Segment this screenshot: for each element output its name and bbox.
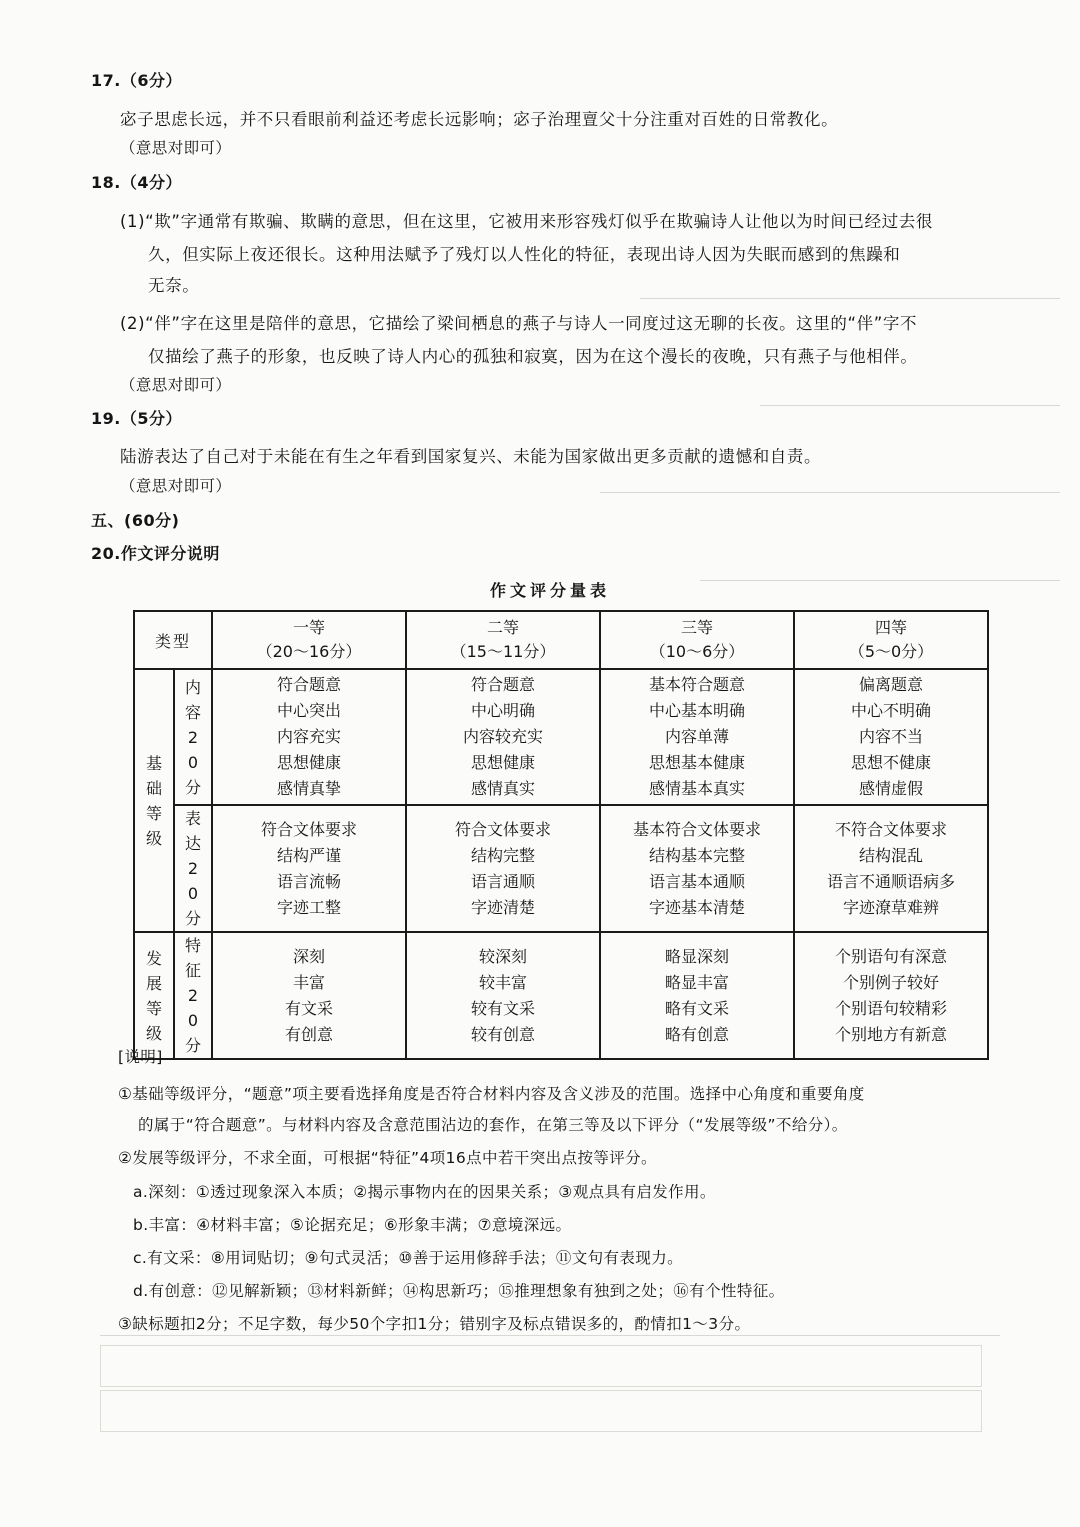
criterion: 语言通顺 bbox=[470, 871, 535, 891]
note-c: c.有文采：⑧用词贴切；⑨句式灵活；⑩善于运用修辞手法；⑪文句有表现力。 bbox=[133, 1249, 684, 1267]
criterion: 有创意 bbox=[284, 1024, 333, 1044]
scoring-table bbox=[133, 610, 989, 1060]
note-2: ②发展等级评分，不求全面，可根据“特征”4项16点中若干突出点按等评分。 bbox=[118, 1149, 657, 1167]
q17-answer: 宓子思虑长远，并不只看眼前利益还考虑长远影响；宓子治理亶父十分注重对百姓的日常教化。 bbox=[120, 110, 839, 129]
feature-cell-grade3 bbox=[600, 932, 794, 1059]
grade-header-cell bbox=[406, 611, 600, 669]
criterion: 感情虚假 bbox=[858, 779, 923, 798]
note-b: b.丰富：④材料丰富；⑤论据充足；⑥形象丰满；⑦意境深远。 bbox=[133, 1216, 572, 1234]
grade-range: （5～0分） bbox=[848, 642, 934, 661]
criterion: 中心基本明确 bbox=[648, 701, 745, 720]
criterion: 较有创意 bbox=[470, 1024, 535, 1044]
note-1-line2: 的属于“符合题意”。与材料内容及含意范围沾边的套作，在第三等及以下评分（“发展等级”不给分）。 bbox=[138, 1116, 848, 1134]
criterion: 结构完整 bbox=[470, 845, 535, 865]
grade-header-cell bbox=[212, 611, 406, 669]
criterion: 字迹基本清楚 bbox=[648, 897, 745, 917]
note-1-line1: ①基础等级评分，“题意”项主要看选择角度是否符合材料内容及含义涉及的范围。选择中心角度和重要角度 bbox=[118, 1085, 865, 1103]
criterion: 中心明确 bbox=[470, 701, 535, 720]
table-header-row bbox=[134, 611, 988, 669]
q20-header: 20.作文评分说明 bbox=[91, 544, 220, 563]
bleed-box bbox=[100, 1345, 982, 1387]
criterion: 结构基本完整 bbox=[648, 845, 745, 865]
criterion: 内容不当 bbox=[858, 727, 923, 746]
criterion: 个别地方有新意 bbox=[834, 1024, 947, 1044]
content-label: 内容20分 bbox=[184, 677, 201, 797]
criterion: 略有创意 bbox=[664, 1024, 729, 1044]
criterion: 个别语句较精彩 bbox=[834, 998, 947, 1018]
bleed-line bbox=[700, 580, 1060, 581]
criterion: 个别例子较好 bbox=[842, 972, 939, 992]
grade-header-cell bbox=[600, 611, 794, 669]
q18-p1-line3: 无奈。 bbox=[148, 276, 200, 295]
criterion: 思想不健康 bbox=[850, 753, 931, 772]
criterion: 不符合文体要求 bbox=[834, 819, 947, 839]
develop-level-label: 发展等级 bbox=[145, 948, 162, 1043]
criterion: 深刻 bbox=[292, 946, 325, 966]
criterion: 内容单薄 bbox=[664, 727, 729, 746]
bleed-line bbox=[100, 1335, 1000, 1336]
q18-p1-line1: (1)“欺”字通常有欺骗、欺瞒的意思，但在这里，它被用来形容残灯似乎在欺骗诗人让他以为时间已经过去很 bbox=[120, 212, 933, 231]
note-3: ③缺标题扣2分；不足字数，每少50个字扣1分；错别字及标点错误多的，酌情扣1～3分。 bbox=[118, 1315, 751, 1333]
note-a: a.深刻：①透过现象深入本质；②揭示事物内在的因果关系；③观点具有启发作用。 bbox=[133, 1183, 716, 1201]
grade-name: 一等 bbox=[292, 618, 325, 637]
q17-header: 17.（6分） bbox=[91, 71, 182, 90]
feature-row bbox=[134, 932, 988, 1059]
feature-cell-grade4 bbox=[794, 932, 988, 1059]
bleed-line bbox=[760, 405, 1060, 406]
criterion: 语言流畅 bbox=[276, 871, 341, 891]
table-title: 作文评分量表 bbox=[490, 581, 611, 600]
criterion: 结构混乱 bbox=[858, 845, 923, 865]
criterion: 内容充实 bbox=[276, 727, 341, 746]
grade-range: （15～11分） bbox=[450, 642, 556, 661]
criterion: 字迹潦草难辨 bbox=[842, 897, 939, 917]
content-row bbox=[134, 669, 988, 805]
criterion: 丰富 bbox=[292, 972, 325, 992]
criterion: 符合文体要求 bbox=[260, 819, 357, 839]
basic-level-label: 基础等级 bbox=[145, 753, 162, 848]
criterion: 偏离题意 bbox=[858, 675, 923, 694]
criterion: 较丰富 bbox=[478, 972, 527, 992]
grade-name: 三等 bbox=[680, 618, 713, 637]
criterion: 字迹工整 bbox=[276, 897, 341, 917]
criterion: 较深刻 bbox=[478, 946, 527, 966]
criterion: 中心不明确 bbox=[850, 701, 931, 720]
expression-label-cell bbox=[174, 805, 212, 932]
q17-note: （意思对即可） bbox=[120, 139, 232, 157]
criterion: 符合题意 bbox=[470, 675, 535, 694]
type-header-cell bbox=[134, 611, 212, 669]
content-cell-grade2 bbox=[406, 669, 600, 805]
grade-header-cell bbox=[794, 611, 988, 669]
criterion: 思想基本健康 bbox=[648, 753, 745, 772]
criterion: 基本符合题意 bbox=[648, 675, 745, 694]
q18-header: 18.（4分） bbox=[91, 173, 182, 192]
section-five-header: 五、(60分) bbox=[91, 511, 180, 530]
q18-p2-line2: 仅描绘了燕子的形象，也反映了诗人内心的孤独和寂寞，因为在这个漫长的夜晚，只有燕子与他相伴。 bbox=[148, 347, 918, 366]
criterion: 字迹清楚 bbox=[470, 897, 535, 917]
feature-label: 特征20分 bbox=[184, 936, 201, 1055]
expression-row bbox=[134, 805, 988, 932]
criterion: 感情基本真实 bbox=[648, 779, 745, 798]
develop-level-cell bbox=[134, 932, 174, 1059]
criterion: 较有文采 bbox=[470, 998, 535, 1018]
criterion: 内容较充实 bbox=[462, 727, 543, 746]
grade-name: 二等 bbox=[486, 618, 519, 637]
criterion: 感情真挚 bbox=[276, 779, 341, 798]
criterion: 思想健康 bbox=[276, 753, 341, 772]
bleed-line bbox=[600, 492, 1060, 493]
criterion: 个别语句有深意 bbox=[834, 946, 947, 966]
expression-label: 表达20分 bbox=[184, 809, 201, 928]
expression-cell-grade4 bbox=[794, 805, 988, 932]
criterion: 符合题意 bbox=[276, 675, 341, 694]
feature-label-cell bbox=[174, 932, 212, 1059]
basic-level-cell bbox=[134, 669, 174, 932]
content-cell-grade4 bbox=[794, 669, 988, 805]
criterion: 符合文体要求 bbox=[454, 819, 551, 839]
criterion: 中心突出 bbox=[276, 701, 341, 720]
criterion: 思想健康 bbox=[470, 753, 535, 772]
q18-note: （意思对即可） bbox=[120, 376, 232, 394]
q19-note: （意思对即可） bbox=[120, 477, 232, 495]
note-d: d.有创意：⑫见解新颖；⑬材料新鲜；⑭构思新巧；⑮推理想象有独到之处；⑯有个性特征。 bbox=[133, 1282, 785, 1300]
grade-range: （10～6分） bbox=[649, 642, 745, 661]
notes-label: [说明] bbox=[118, 1048, 163, 1066]
criterion: 结构严谨 bbox=[276, 845, 341, 865]
expression-cell-grade1 bbox=[212, 805, 406, 932]
criterion: 略显深刻 bbox=[664, 946, 729, 966]
criterion: 有文采 bbox=[284, 998, 333, 1018]
bleed-box bbox=[100, 1390, 982, 1432]
feature-cell-grade1 bbox=[212, 932, 406, 1059]
q18-p2-line1: (2)“伴”字在这里是陪伴的意思，它描绘了梁间栖息的燕子与诗人一同度过这无聊的长夜。这里的“伴”字不 bbox=[120, 314, 918, 333]
q18-p1-line2: 久，但实际上夜还很长。这种用法赋予了残灯以人性化的特征，表现出诗人因为失眠而感到的焦躁和 bbox=[148, 245, 901, 264]
q19-header: 19.（5分） bbox=[91, 409, 182, 428]
content-cell-grade3 bbox=[600, 669, 794, 805]
expression-cell-grade2 bbox=[406, 805, 600, 932]
content-label-cell bbox=[174, 669, 212, 805]
criterion: 语言不通顺语病多 bbox=[826, 871, 955, 891]
criterion: 略有文采 bbox=[664, 998, 729, 1018]
criterion: 语言基本通顺 bbox=[648, 871, 745, 891]
criterion: 感情真实 bbox=[470, 779, 535, 798]
q19-answer: 陆游表达了自己对于未能在有生之年看到国家复兴、未能为国家做出更多贡献的遗憾和自责。 bbox=[120, 447, 822, 466]
bleed-line bbox=[640, 298, 1060, 299]
criterion: 略显丰富 bbox=[664, 972, 729, 992]
grade-range: （20～16分） bbox=[256, 642, 362, 661]
criterion: 基本符合文体要求 bbox=[632, 819, 761, 839]
feature-cell-grade2 bbox=[406, 932, 600, 1059]
expression-cell-grade3 bbox=[600, 805, 794, 932]
content-cell-grade1 bbox=[212, 669, 406, 805]
grade-name: 四等 bbox=[874, 618, 907, 637]
type-label: 类型 bbox=[154, 631, 191, 651]
